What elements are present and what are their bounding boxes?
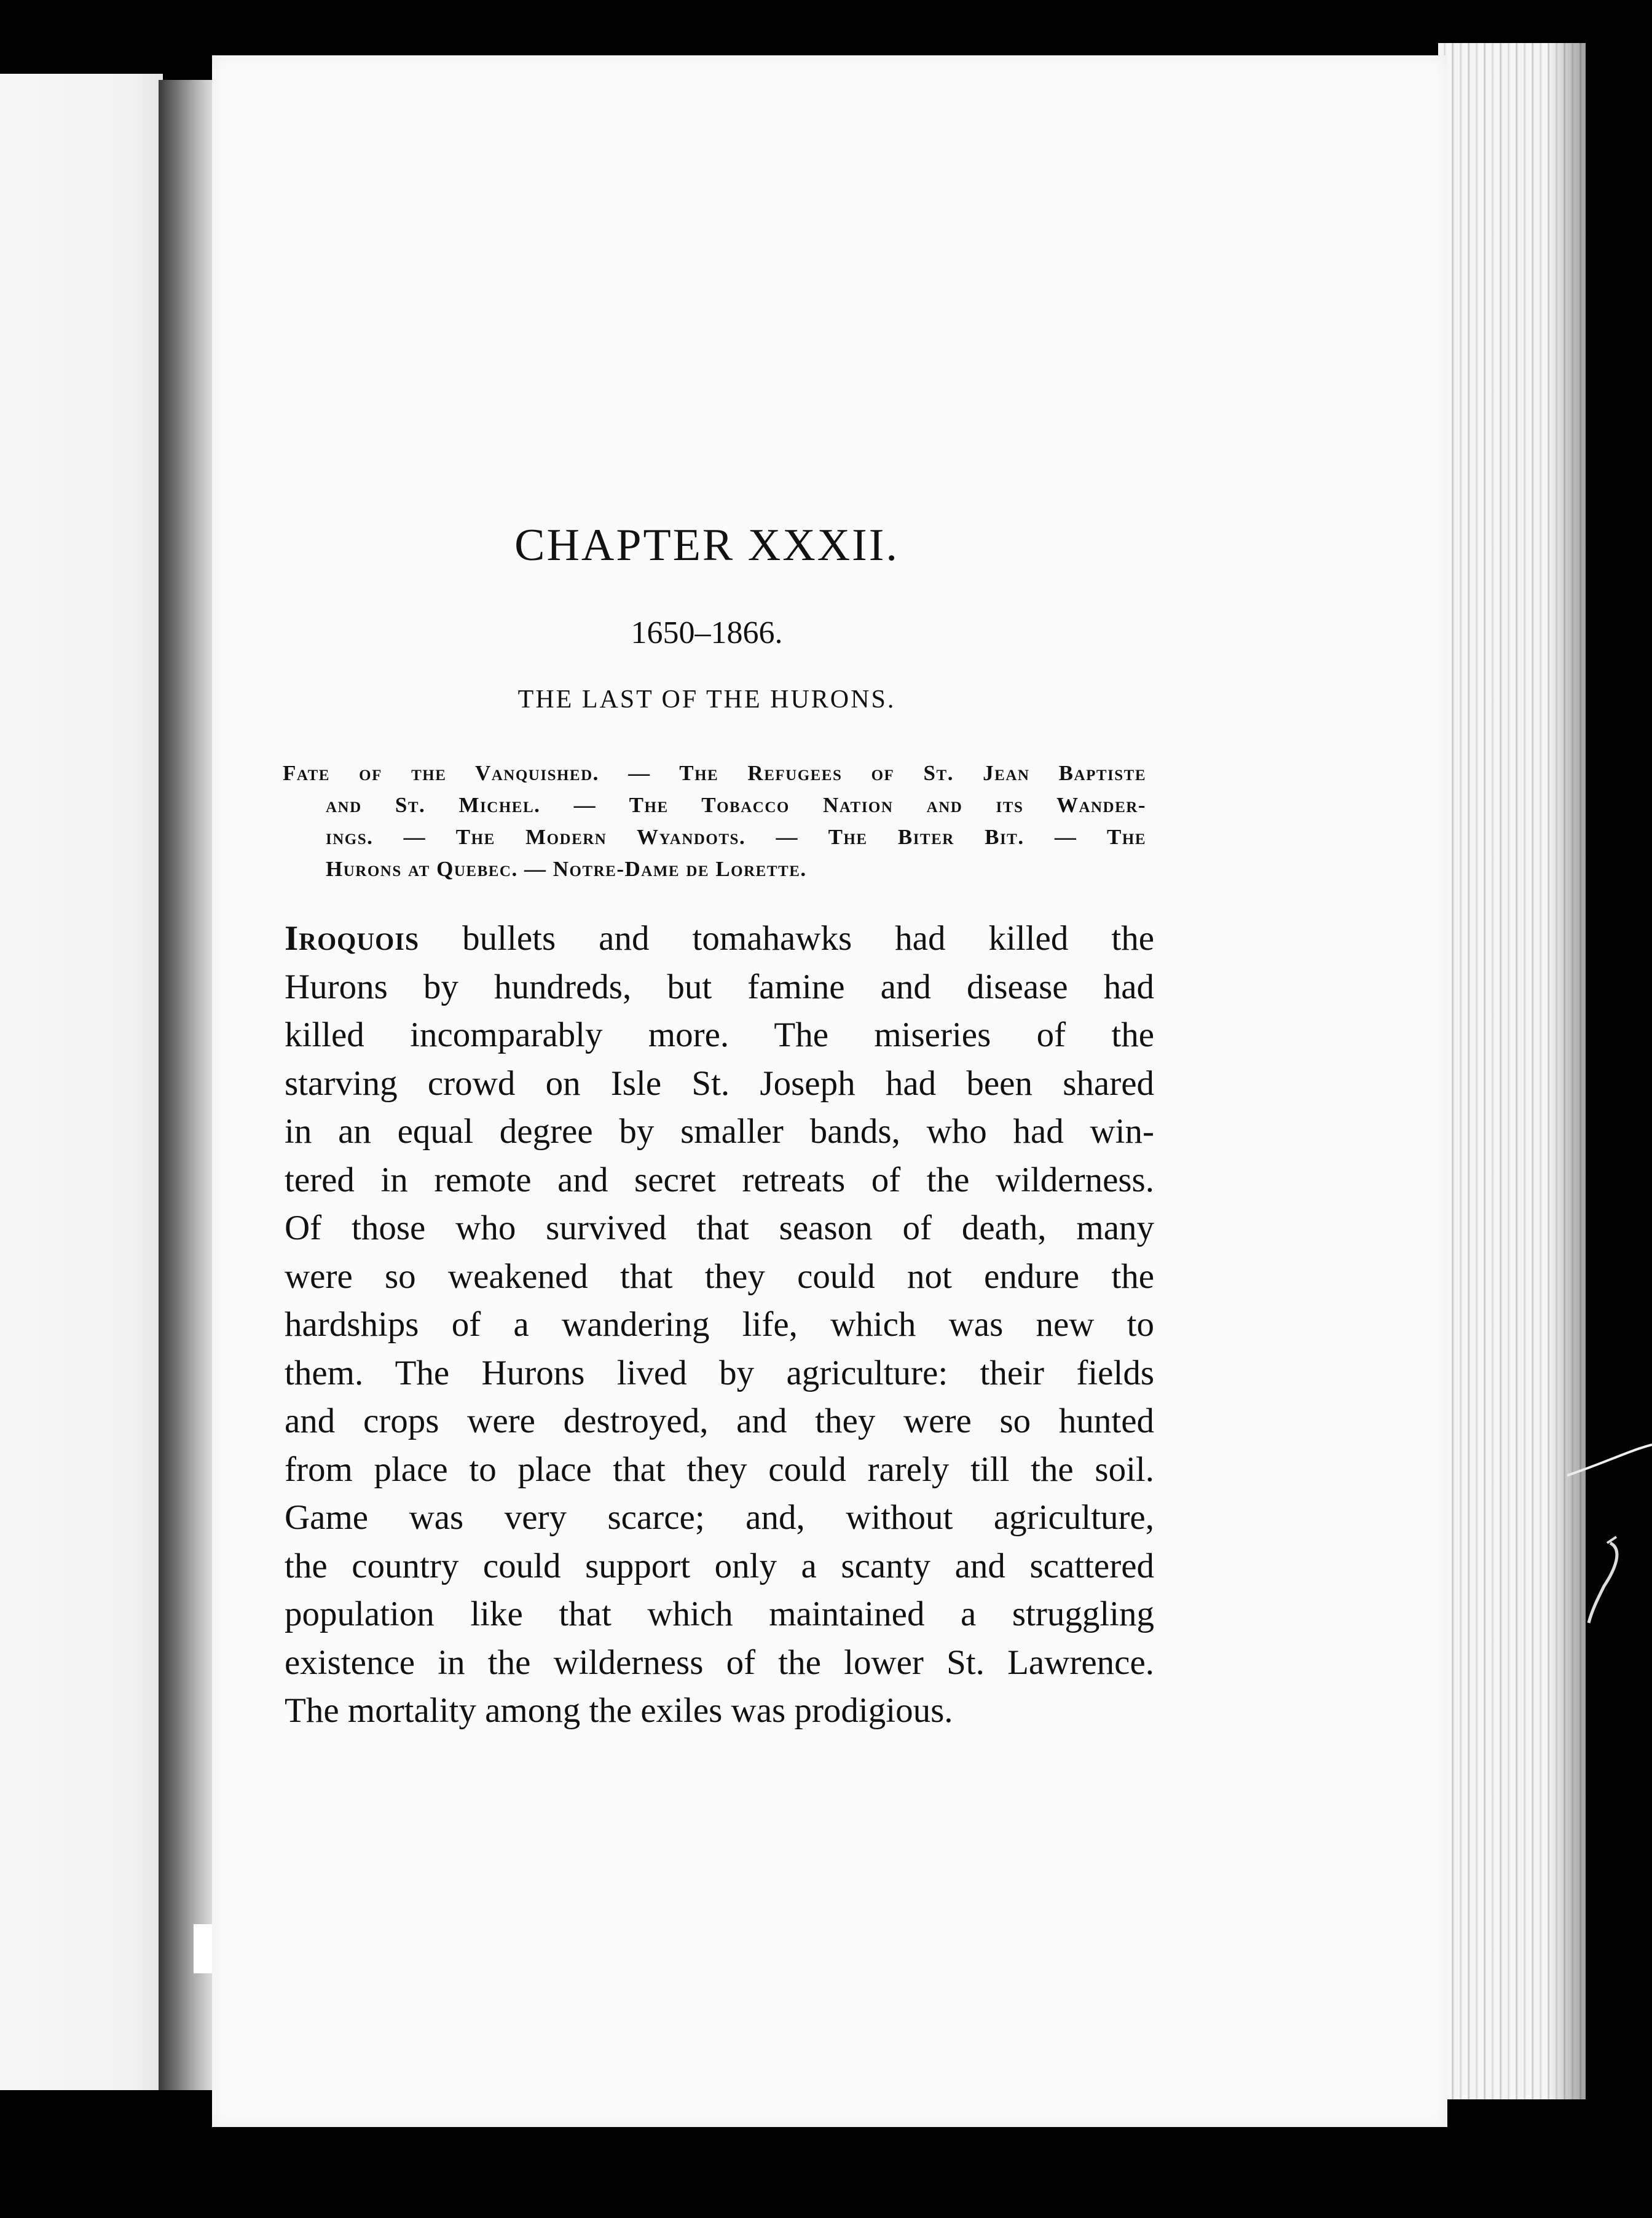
body-line: hardships of a wandering life, which was new to [285,1305,1154,1344]
chapter-years: 1650–1866. [631,615,783,650]
body-line: existence in the wilderness of the lower St. Lawrence. [285,1643,1154,1682]
page-edge-shadow [1549,43,1586,2099]
synopsis-line: Fate of the Vanquished. — The Refugees of St. Jean Baptiste [283,761,1146,785]
previous-page [0,74,163,2090]
opening-word: Iroquois [285,919,420,958]
body-line: Game was very scarce; and, without agriculture, [285,1498,1154,1537]
chapter-body [285,915,1154,1735]
body-line: from place to place that they could rarely till the soil. [285,1450,1154,1489]
synopsis-line: ings. — The Modern Wyandots. — The Biter Bit. — The [326,825,1146,849]
chapter-number: CHAPTER XXXII. [514,520,899,570]
body-line: The mortality among the exiles was prodigious. [285,1691,953,1730]
body-line: population like that which maintained a struggling [285,1595,1154,1633]
body-line: Of those who survived that season of death, many [285,1209,1154,1247]
first-line-rest: bullets and tomahawks had killed the [419,919,1154,958]
body-line: were so weakened that they could not endure the [285,1257,1154,1296]
body-line: them. The Hurons lived by agriculture: their fields [285,1353,1154,1392]
synopsis-line: Hurons at Quebec. — Notre-Dame de Lorette. [326,857,807,881]
body-line: starving crowd on Isle St. Joseph had been shared [285,1064,1154,1103]
body-line [285,915,1154,963]
book-gutter-shadow [159,80,220,2090]
chapter-title: THE LAST OF THE HURONS. [517,685,896,714]
chapter-synopsis [283,757,1146,885]
body-line: killed incomparably more. The miseries of the [285,1016,1154,1054]
body-line: tered in remote and secret retreats of the wilderness. [285,1160,1154,1199]
body-line: Hurons by hundreds, but famine and disease had [285,967,1154,1006]
body-line: in an equal degree by smaller bands, who had win- [285,1112,1154,1151]
body-line: the country could support only a scanty and scattered [285,1546,1154,1585]
bookmark-thread [1555,1439,1652,1635]
synopsis-line: and St. Michel. — The Tobacco Nation and its Wander- [326,793,1146,817]
body-line: and crops were destroyed, and they were so hunted [285,1402,1154,1440]
